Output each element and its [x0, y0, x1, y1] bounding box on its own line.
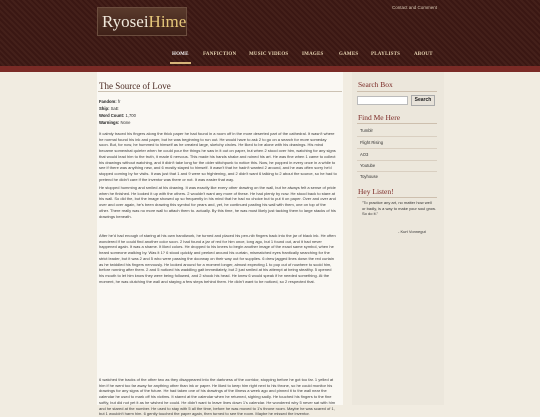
sidebar-divider — [357, 197, 437, 198]
link-flight-rising[interactable]: Flight Rising — [360, 140, 384, 145]
nav-fanfiction[interactable]: FANFICTION — [203, 52, 237, 57]
link-divider — [357, 148, 437, 149]
search-button[interactable]: Search — [411, 95, 435, 106]
search-input[interactable] — [357, 96, 408, 105]
find-me-heading: Find Me Here — [358, 113, 401, 122]
link-tumblr[interactable]: Tumblr — [360, 128, 373, 133]
post-paragraph: 6 watched the backs of the other two as they disappeared into the darkness of the corridor, stopping before he got too far. 1 yelled at him if he went too far away for anything other than ink or paper. He liked to keep him right next to his throne, so he could monitor his drawings for any signs of the future. He had taken one of his drawings of the illness a week ago and pinned it to the wall near the calendar he used to mark off his victims. It stared at the calendar when he returned, sighing sadly. He touched his fingers to the fine softly, but did not yet it as he wished he could. He didn't want to leave lines down 1's calendar. He wondered why 5 never sat with him and he stared at the number. He used to stay with 5 all the time, before he was moved to 1's throne room. Maybe he was scared of 1, but 1 wouldn't harm him. 6 gently touched the paper again, then turned to see the room. Maybe he missed the inventor. — [99, 377, 336, 417]
meta-word-count: Word Count: 1,700 — [99, 113, 136, 118]
title-divider — [98, 91, 342, 92]
nav-about[interactable]: ABOUT — [414, 52, 433, 57]
meta-warnings: Warnings: None — [99, 120, 131, 125]
hey-listen-heading: Hey Listen! — [358, 187, 394, 196]
nav-home[interactable]: HOME — [172, 52, 189, 57]
post-paragraph: He stopped humming and smiled at his drawing. It was exactly like every other drawing on the wall, but he always felt a sense of pride when he finished. He looked it up with the others. 2 wouldn't want any more of these. He had plenty by now. He stood back to stare at his wall. So did the, but the image showed up so frequently in his mind that he had no choice but to put it on paper. Over and over and over and over again, he's been drawing this symbol for years and, yet, he continued pasting his wall with them, one on top of the other. There really was no more wall to attach them to. actually. By this time, he was most likely just tacking them to large stacks of his drawings beneath. — [99, 185, 336, 219]
post-paragraph: After he'd had enough of staring at his own handiwork, he turned and placed his pen-nib fingers back into the jar of black ink. He often wondered if he could find another color soon. 2 had found a jar of red for him once, long ago, but 1 found out, and it had never happened again. It was a shame. It liked colors. He dropped to his knees to begin another image of the exact same symbol, when he heard someone walking by. Was it 1? 6 stood quickly and peeked around his curtain, mismatched eyes frantically searching for the strict leader, but it was 2 and 5 who were passing the doorway on their way out for supplies. 6 drew jagged lines down the red curtain as he twiddled his fingers nervously. He looked around for a moment longer, almost expecting 1 to pop out of nowhere to scold him, before running after them. 2 and 5 noticed his waddling gait immediately, but 2 just smiled at his attempt at being stealthy. 5 opened his mouth to let him know they were being followed, and 2 shook his head. He knew 6 would speak if he needed something. At the moment, he was clutching the wall and staying a few steps behind them. He didn't want to be noticed, so 2 respected that. — [99, 233, 336, 284]
contact-link[interactable]: Contact and Comment — [392, 5, 438, 10]
meta-fandom: Fandom: fr — [99, 99, 121, 104]
main-nav — [0, 52, 540, 60]
link-divider — [357, 160, 437, 161]
link-divider — [357, 171, 437, 172]
nav-playlists[interactable]: PLAYLISTS — [371, 52, 401, 57]
quote-text: "To practice any art, no matter how well or badly, is a way to make your soul grow. So do it." — [362, 200, 436, 216]
link-toyhouse[interactable]: Toyhouse — [360, 174, 378, 179]
post-title[interactable]: The Source of Love — [99, 81, 171, 91]
post-paragraph: It calmly traced his fingers along the thick paper he had found in a room off in the more deserted part of the cathedral. It wasn't where he normal found his ink and paper, but he was beginning to run out. He would have to ask 2 to go on a search for more someday soon. But, for now, he hummed to himself as he created large, sketchy circles. He liked to be alone with his drawings. His mind became somewhat quieter when he could pour the things he saw in it out on paper, but when 2 stood over him, watching for any signs that would lead him to the truth, it made 6 nervous. This made his hands shake and ruined his art. He was fine when 1 came to collect his drawings without watching, and it didn't take long for the older stitchpunk to notice this. Now, he popped in every once in a while to see if there was anything new, and 6 mostly stayed to himself. It wasn't that he hadn't wanted 2 around, and he was often sorry he'd stopped coming by for visits. It was just that 1 and 9 were so frightening, and 2 didn't want 6 talking to 2 about the source, so he had to pretend he didn't care if the inventor was there or not. It was easier that way. — [99, 131, 337, 182]
sidebar-divider — [357, 91, 437, 92]
search-heading: Search Box — [358, 80, 393, 89]
site-logo[interactable]: RyoseiHime — [97, 7, 187, 36]
nav-games[interactable]: GAMES — [339, 52, 359, 57]
nav-images[interactable]: IMAGES — [302, 52, 324, 57]
meta-ship: Ship: SaE — [99, 106, 119, 111]
link-divider — [357, 136, 437, 137]
sidebar-divider — [357, 123, 437, 124]
active-nav-indicator — [170, 62, 191, 64]
link-youtube[interactable]: Youtube — [360, 163, 376, 168]
quote-author: - Kurt Vonnegut — [398, 229, 426, 234]
nav-music-videos[interactable]: MUSIC VIDEOS — [249, 52, 289, 57]
link-ao3[interactable]: AO3 — [360, 152, 369, 157]
